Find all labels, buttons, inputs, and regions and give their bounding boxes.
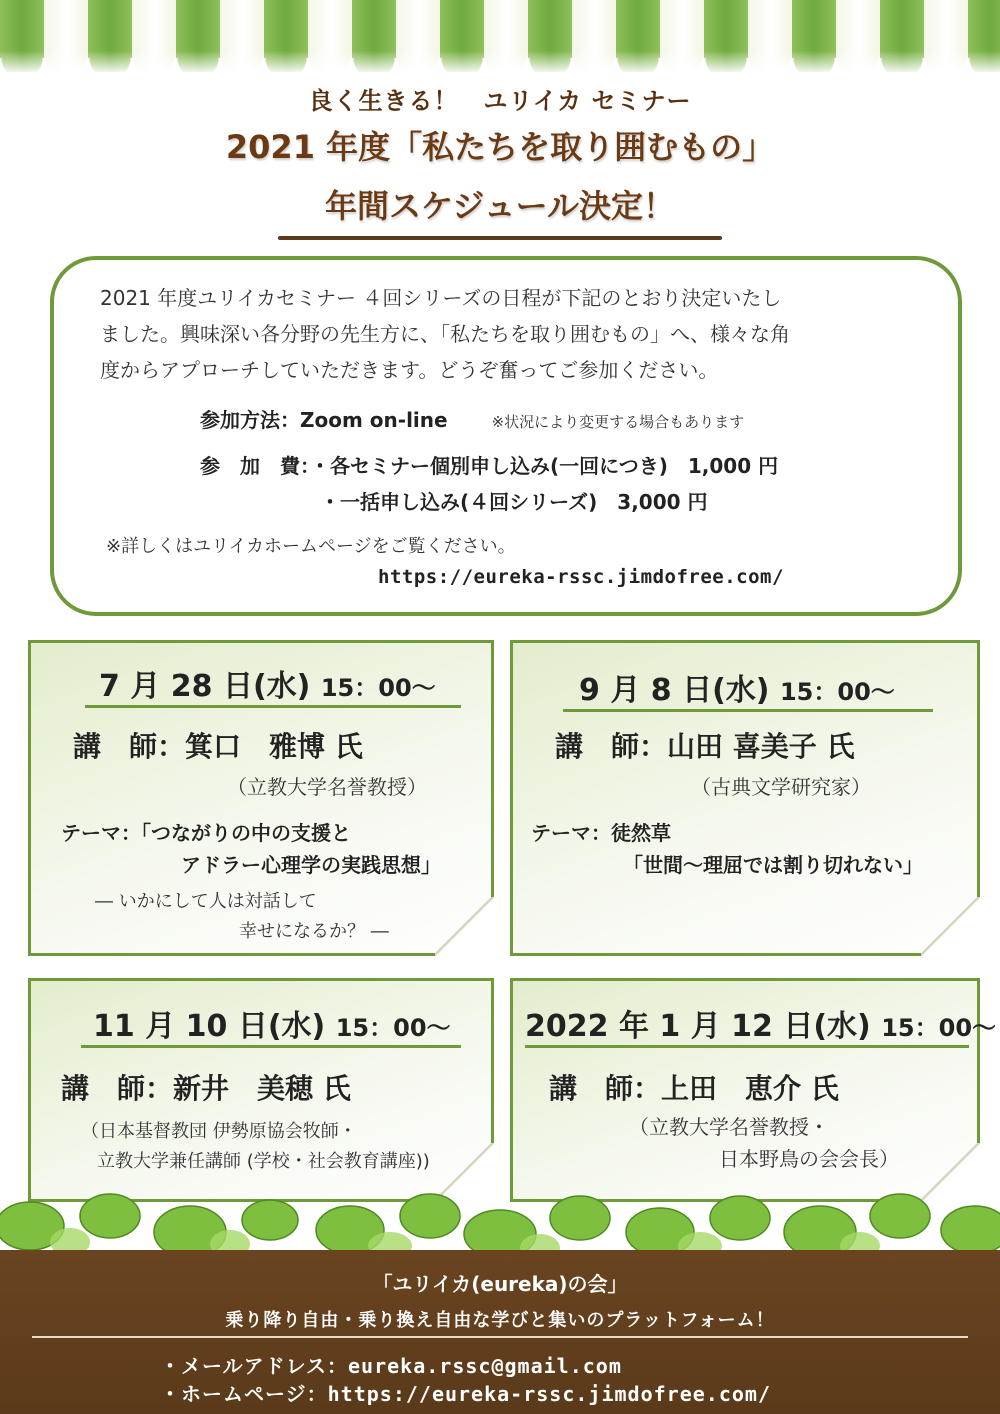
email-label: ・メールアドレス： bbox=[160, 1354, 348, 1378]
page-curl-decoration bbox=[918, 894, 980, 956]
footer-homepage-link[interactable]: https://eureka-rssc.jimdofree.com/ bbox=[327, 1382, 772, 1406]
session-time: 15：00～ bbox=[779, 678, 895, 706]
session-card-4 bbox=[510, 978, 997, 1202]
theme-line: 「世間～理屈では割り切れない」 bbox=[623, 853, 923, 877]
session-card-3 bbox=[28, 978, 494, 1202]
lecturer-name: 講 師：山田 喜美子 氏 bbox=[555, 730, 855, 763]
lecturer-affiliation: 日本野鳥の会会長） bbox=[719, 1147, 899, 1171]
session-date bbox=[525, 1001, 996, 1045]
page-title: 2021 年度「私たちを取り囲むもの」 bbox=[225, 128, 775, 166]
lecturer-affiliation: （立教大学名誉教授・ bbox=[629, 1115, 829, 1139]
homepage-link[interactable]: https://eureka-rssc.jimdofree.com/ bbox=[378, 566, 784, 588]
footer-divider bbox=[32, 1336, 968, 1338]
method-note: ※状況により変更する場合もあります bbox=[491, 413, 745, 431]
title-underline bbox=[278, 236, 722, 240]
awning-scallop-edge bbox=[0, 58, 1000, 78]
date-underline bbox=[525, 1045, 969, 1048]
lecturer-name: 講 師：上田 恵介 氏 bbox=[549, 1072, 839, 1105]
theme-line: テーマ：徒然草 bbox=[531, 821, 671, 845]
details-note: ※詳しくはユリイカホームページをご覧ください。 bbox=[106, 536, 516, 557]
participation-method bbox=[200, 404, 744, 433]
page-header bbox=[0, 84, 1000, 240]
session-time: 15：00～ bbox=[320, 674, 436, 702]
session-card-2 bbox=[510, 640, 980, 956]
schedule-announcement: 年間スケジュール決定！ bbox=[324, 187, 676, 225]
fee-line-individual: 参 加 費：・各セミナー個別申し込み(一回につき) 1,000 円 bbox=[200, 454, 779, 478]
session-date-text: 9 月 8 日(水) bbox=[579, 673, 770, 708]
session-date-text: 7 月 28 日(水) bbox=[99, 669, 311, 704]
method-label: 参加方法：Zoom on-line bbox=[200, 408, 448, 432]
intro-line: 度からアプローチしていただきます。どうぞ奮ってご参加ください。 bbox=[100, 358, 719, 382]
session-time: 15：00～ bbox=[335, 1014, 451, 1042]
session-time: 15：00～ bbox=[881, 1014, 997, 1042]
homepage-label: ・ホームページ： bbox=[160, 1382, 328, 1406]
intro-box bbox=[50, 256, 962, 616]
date-underline bbox=[85, 705, 461, 708]
theme-quote: ― いかにして人は対話して bbox=[95, 891, 317, 912]
lecturer-name: 講 師：新井 美穂 氏 bbox=[61, 1072, 351, 1105]
lecturer-name: 講 師：箕口 雅博 氏 bbox=[73, 730, 363, 763]
intro-line: 2021 年度ユリイカセミナー ４回シリーズの日程が下記のとおり決定いたし bbox=[100, 286, 782, 310]
session-card-1 bbox=[28, 640, 494, 956]
theme-line: アドラー心理学の実践思想」 bbox=[181, 853, 441, 877]
date-underline bbox=[81, 1045, 461, 1048]
organization-name: 「ユリイカ(eureka)の会」 bbox=[372, 1272, 628, 1296]
lecturer-affiliation: 立教大学兼任講師 (学校・社会教育講座)) bbox=[97, 1151, 430, 1172]
email-line bbox=[160, 1350, 622, 1379]
theme-quote: 幸せになるか？ ― bbox=[239, 921, 389, 942]
footer bbox=[0, 1250, 1000, 1414]
session-date-text: 2022 年 1 月 12 日(水) bbox=[525, 1009, 871, 1044]
email-link[interactable]: eureka.rssc@gmail.com bbox=[348, 1354, 622, 1378]
session-date-text: 11 月 10 日(水) bbox=[93, 1009, 326, 1044]
lecturer-affiliation: （古典文学研究家） bbox=[691, 775, 871, 799]
fee-line-bulk: ・一括申し込み(４回シリーズ) 3,000 円 bbox=[320, 490, 708, 514]
lecturer-affiliation: （日本基督教団 伊勢原協会牧師・ bbox=[81, 1121, 357, 1142]
theme-line: テーマ：「つながりの中の支援と bbox=[61, 821, 351, 845]
session-date bbox=[93, 1001, 451, 1045]
homepage-line bbox=[160, 1378, 771, 1407]
session-date bbox=[579, 665, 895, 709]
page-curl-decoration bbox=[432, 894, 494, 956]
organization-tagline: 乗り降り自由・乗り換え自由な学びと集いのプラットフォーム！ bbox=[225, 1310, 775, 1331]
page-subtitle: 良く生きる！ ユリイカ セミナー bbox=[308, 87, 692, 115]
date-underline bbox=[563, 709, 933, 712]
session-date bbox=[99, 661, 436, 705]
lecturer-affiliation: （立教大学名誉教授） bbox=[227, 775, 427, 799]
intro-line: ました。興味深い各分野の先生方に、「私たちを取り囲むもの」へ、様々な角 bbox=[100, 322, 790, 346]
intro-paragraph bbox=[100, 280, 914, 388]
